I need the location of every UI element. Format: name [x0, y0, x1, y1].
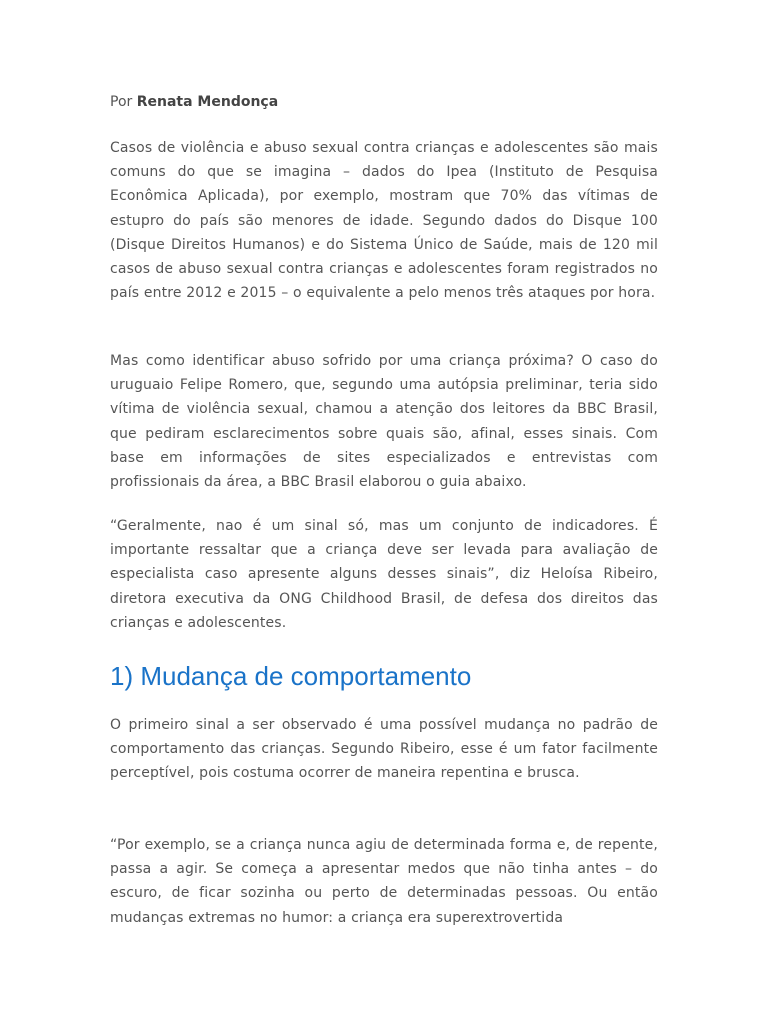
section-heading: 1) Mudança de comportamento [110, 661, 472, 691]
author-name: Renata Mendonça [136, 94, 279, 110]
paragraph-question: Mas como identificar abuso sofrido por uma criança próxima? O caso do uruguaio Felipe Romero, que, segundo uma autópsia preliminar, teria sido vítima de violência sexual, chamou a atenção dos leitores da BBC Brasil, que pediram esclarecimentos sobre quais são, afinal, esses sinais. Com base em informações de sites especializados e entrevistas com profissionais da área, a BBC Brasil elaborou o guia abaixo. [110, 353, 658, 491]
byline-prefix: Por [110, 94, 133, 110]
paragraph-intro: Casos de violência e abuso sexual contra crianças e adolescentes são mais comuns do que se imagina – dados do Ipea (Instituto de Pesquisa Econômica Aplicada), por exemplo, mostram que 70% das vítimas de estupro do país são menores de idade. Segundo dados do Disque 100 (Disque Direitos Humanos) e do Sistema Único de Saúde, mais de 120 mil casos de abuso sexual contra crianças e adolescentes foram registrados no país entre 2012 e 2015 – o equivalente a pelo menos três ataques por hora. [110, 140, 658, 302]
byline [110, 90, 278, 114]
section-paragraph-quote: “Por exemplo, se a criança nunca agiu de determinada forma e, de repente, passa a agir. Se começa a apresentar medos que não tinha antes – do escuro, de ficar sozinha ou perto de determinadas pessoas. Ou então mudanças extremas no humor: a criança era superextrovertida [110, 837, 658, 926]
section-paragraph-first: O primeiro sinal a ser observado é uma possível mudança no padrão de comportamento das crianças. Segundo Ribeiro, esse é um fator facilmente perceptível, pois costuma ocorrer de maneira repentina e brusca. [110, 717, 658, 782]
paragraph-quote: “Geralmente, nao é um sinal só, mas um conjunto de indicadores. É importante ressaltar que a criança deve ser levada para avaliação de especialista caso apresente alguns desses sinais”, diz Heloísa Ribeiro, diretora executiva da ONG Childhood Brasil, de defesa dos direitos das crianças e adolescentes. [110, 518, 658, 631]
